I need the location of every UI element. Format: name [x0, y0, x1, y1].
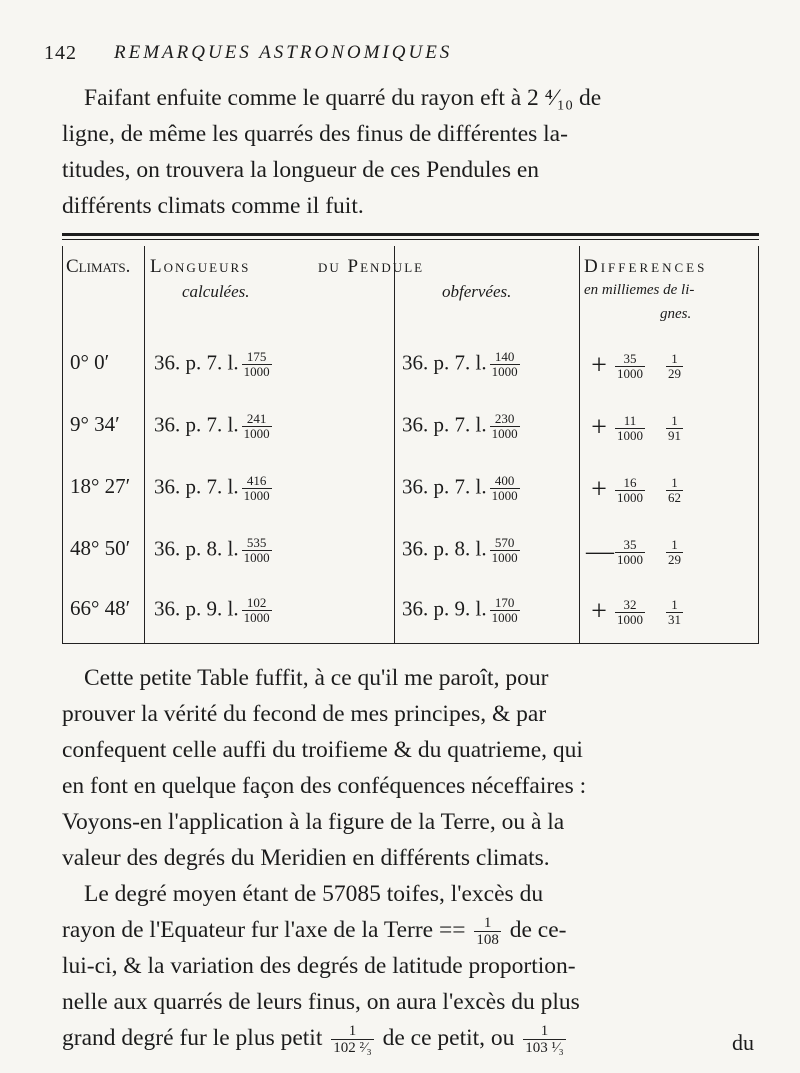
fraction-denominator: 1000 [243, 426, 270, 441]
body-paragraph [62, 660, 762, 1056]
page-number: 142 [44, 42, 77, 64]
observed-length-cell [402, 412, 520, 441]
fraction-numerator: 1 [671, 536, 678, 552]
difference-sign: + [591, 412, 607, 443]
fraction-numerator: 16 [623, 474, 637, 490]
header-du-pendule: du Pendule [318, 256, 425, 277]
body-text-run: rayon de l'Equateur fur l'axe de la Terre == [62, 917, 466, 943]
fraction [242, 350, 272, 379]
body-line-with-fractions [62, 1020, 762, 1056]
fraction-denominator: 1000 [491, 364, 518, 379]
body-text-run: de ce- [509, 917, 567, 943]
fraction [666, 598, 683, 627]
fraction-denominator: 1000 [491, 610, 518, 625]
intro-line: différents climats comme il fuit. [62, 193, 364, 219]
length-value: 36. p. 7. l. [402, 412, 487, 437]
body-line: en font en quelque façon des conféquences néceffaires : [62, 773, 587, 799]
difference-cell [586, 474, 683, 506]
fraction-denominator: 1000 [243, 364, 270, 379]
fraction [490, 536, 520, 565]
fraction-numerator: 11 [623, 412, 637, 428]
body-line: confequent celle auffi du troifieme & du quatrieme, qui [62, 737, 583, 763]
fraction [242, 536, 272, 565]
body-line: Voyons-en l'application à la figure de la Terre, ou à la [62, 809, 565, 835]
fraction [666, 538, 683, 567]
body-line: lui-ci, & la variation des degrés de latitude proportion- [62, 953, 576, 980]
fraction-numerator: 416 [246, 473, 267, 488]
length-value: 36. p. 7. l. [154, 412, 239, 437]
fraction-numerator: 140 [494, 349, 515, 364]
length-value: 36. p. 7. l. [154, 350, 239, 375]
body-line: prouver la vérité du fecond de mes principes, & par [62, 701, 547, 727]
fraction-numerator: 35 [623, 536, 637, 552]
header-gnes: gnes. [660, 306, 692, 322]
fraction-numerator: 35 [623, 350, 637, 366]
fraction [666, 414, 683, 443]
body-line: nelle aux quarrés de leurs finus, on aura l'excès du plus [62, 989, 580, 1016]
length-value: 36. p. 7. l. [402, 350, 487, 375]
length-value: 36. p. 9. l. [402, 596, 487, 621]
difference-sign: + [591, 350, 607, 381]
fraction [490, 596, 520, 625]
fraction-denominator: 29 [668, 551, 681, 567]
fraction-denominator: 1000 [617, 551, 643, 567]
fraction-numerator: 1 [483, 915, 492, 932]
calculated-length-cell [154, 536, 272, 565]
fraction-numerator: 1 [671, 596, 678, 612]
calculated-length-cell [154, 596, 272, 625]
body-line: Le degré moyen étant de 57085 toifes, l'excès du [84, 881, 544, 907]
catchword: du [732, 1030, 754, 1055]
observed-length-cell [402, 596, 520, 625]
climat-cell: 48° 50′ [70, 536, 131, 560]
fraction-numerator: 1 [671, 474, 678, 490]
observed-length-cell [402, 350, 520, 379]
fraction [666, 352, 683, 381]
table-row [62, 536, 759, 596]
observed-length-cell [402, 474, 520, 503]
fraction-denominator: 103 ¹⁄₃ [525, 1040, 564, 1057]
table-row [62, 474, 759, 534]
header-milliemes: en milliemes de li- [584, 282, 695, 298]
difference-cell [586, 350, 683, 382]
climat-cell: 9° 34′ [70, 412, 120, 436]
running-head [44, 42, 760, 72]
calculated-length-cell [154, 412, 272, 441]
table-top-rule-thin [62, 239, 759, 240]
difference-sign: — [586, 536, 614, 567]
header-longueurs: Longueurs [150, 256, 251, 277]
fraction-denominator: 91 [668, 427, 681, 443]
fraction [615, 538, 645, 567]
fraction-numerator: 102 [246, 595, 267, 610]
difference-cell [586, 412, 683, 444]
difference-sign: + [591, 596, 607, 627]
fraction-numerator: 535 [246, 535, 267, 550]
fraction-denominator: 1000 [243, 550, 270, 565]
fraction-denominator: 1000 [491, 550, 518, 565]
fraction-denominator: 1000 [617, 489, 643, 505]
fraction-numerator: 170 [494, 595, 515, 610]
header-observees: obfervées. [442, 282, 512, 301]
body-line: valeur des degrés du Meridien en différents climats. [62, 845, 550, 871]
fraction [331, 1023, 373, 1056]
calculated-length-cell [154, 350, 272, 379]
length-value: 36. p. 8. l. [402, 536, 487, 561]
fraction [490, 412, 520, 441]
climat-cell: 0° 0′ [70, 350, 110, 374]
length-value: 36. p. 9. l. [154, 596, 239, 621]
fraction-denominator: 62 [668, 489, 681, 505]
fraction-numerator: 1 [348, 1023, 357, 1040]
fraction [490, 474, 520, 503]
difference-sign: + [591, 474, 607, 505]
fraction-denominator: 108 [476, 932, 499, 949]
fraction-denominator: 29 [668, 365, 681, 381]
body-line-with-fraction [62, 912, 762, 948]
header-calculees: calculées. [182, 282, 250, 301]
fraction-denominator: 102 ²⁄₃ [333, 1040, 372, 1057]
fraction [242, 596, 272, 625]
fraction-denominator: 1000 [491, 426, 518, 441]
fraction [615, 476, 645, 505]
fraction-numerator: 32 [623, 596, 637, 612]
header-climats: Climats. [66, 256, 131, 277]
body-line: Cette petite Table fuffit, à ce qu'il me paroît, pour [84, 665, 549, 691]
body-text-run: grand degré fur le plus petit [62, 1025, 323, 1052]
table-top-rule [62, 233, 759, 236]
intro-line: Faifant enfuite comme le quarré du rayon eft à 2 ⁴⁄₁₀ de [84, 85, 602, 111]
table-row [62, 596, 759, 656]
fraction [242, 474, 272, 503]
pendulum-table [62, 246, 759, 644]
fraction-denominator: 1000 [491, 488, 518, 503]
fraction-denominator: 1000 [243, 488, 270, 503]
fraction-numerator: 175 [246, 349, 267, 364]
fraction [490, 350, 520, 379]
fraction-numerator: 570 [494, 535, 515, 550]
fraction-denominator: 31 [668, 611, 681, 627]
fraction-numerator: 1 [671, 412, 678, 428]
fraction-numerator: 1 [671, 350, 678, 366]
calculated-length-cell [154, 474, 272, 503]
intro-line: ligne, de même les quarrés des finus de différentes la- [62, 121, 568, 147]
intro-line: titudes, on trouvera la longueur de ces Pendules en [62, 157, 540, 183]
intro-paragraph [62, 80, 762, 224]
fraction [615, 352, 645, 381]
climat-cell: 66° 48′ [70, 596, 131, 620]
table-row [62, 350, 759, 410]
fraction-numerator: 1 [540, 1023, 549, 1040]
fraction [615, 414, 645, 443]
fraction [615, 598, 645, 627]
length-value: 36. p. 7. l. [154, 474, 239, 499]
length-value: 36. p. 8. l. [154, 536, 239, 561]
fraction-denominator: 1000 [617, 365, 643, 381]
table-row [62, 412, 759, 472]
running-title: REMARQUES ASTRONOMIQUES [114, 42, 453, 63]
difference-cell [586, 536, 683, 568]
climat-cell: 18° 27′ [70, 474, 131, 498]
header-differences: Differences [584, 256, 708, 277]
fraction [523, 1023, 565, 1056]
fraction-numerator: 230 [494, 411, 515, 426]
fraction [666, 476, 683, 505]
fraction-numerator: 241 [246, 411, 267, 426]
observed-length-cell [402, 536, 520, 565]
difference-cell [586, 596, 683, 628]
fraction-denominator: 1000 [617, 427, 643, 443]
fraction-denominator: 1000 [617, 611, 643, 627]
fraction-numerator: 400 [494, 473, 515, 488]
length-value: 36. p. 7. l. [402, 474, 487, 499]
fraction [242, 412, 272, 441]
fraction [474, 915, 501, 948]
body-text-run: de ce petit, ou [382, 1025, 515, 1052]
fraction-denominator: 1000 [243, 610, 270, 625]
